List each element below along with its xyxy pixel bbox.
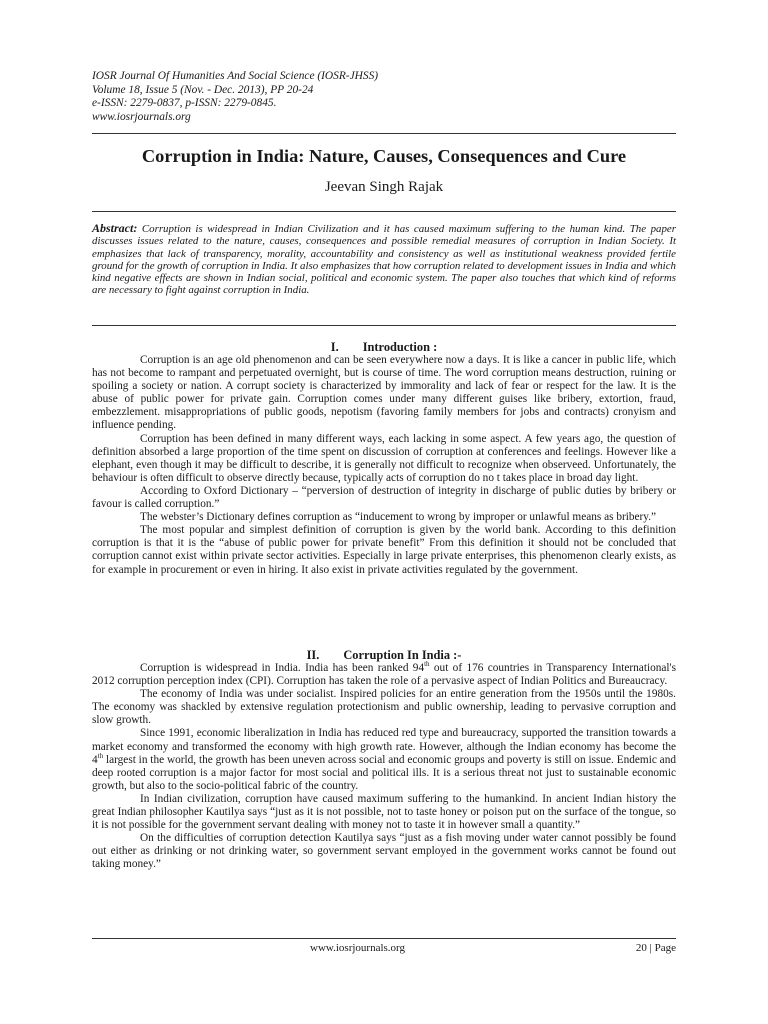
header-rule [92,133,676,134]
footer-rule [92,938,676,939]
paragraph: The webster’s Dictionary defines corruption as “inducement to wrong by improper or unlawful means as bribery.” [140,511,657,524]
introduction-body [92,354,676,577]
abstract-label: Abstract: [92,221,138,235]
paragraph: In Indian civilization, corruption have caused maximum suffering to the humankind. In ancient Indian history the great Indian philosopher Kautilya says “just as it is not possible, not to taste honey or poison put on the surface of the tongue, so it is not possible for the government servant dealing with money not to taste it in however small a quantity.” [92,792,676,832]
paragraph: Corruption has been defined in many different ways, each lacking in some aspect. A few years ago, the question of definition absorbed a large proportion of the time spent on discussion of corruption at conferences and feelings. However like a elephant, even though it may be difficult to describe, it is generally not difficult to recognize when observeed. Unfortunately, the behaviour is often difficult to observe directly because, typically acts of corruption do no t takes place in broad day light. [92,432,676,484]
paragraph: Since 1991, economic liberalization in India has reduced red type and bureaucracy, supported the transition towards a market economy and transformed the economy with high growth rate. However, although the Indian economy has become the 4th largest in the world, the growth has been uneven across social and economic groups and poverty is still on issue. Endemic and deep rooted corruption is a major factor for most social and political ills. It is a serious threat not just to sustainable economic growth, but also to the socio-political fabric of the country. [92,727,676,792]
journal-volume: Volume 18, Issue 5 (Nov. - Dec. 2013), PP 20-24 [92,83,314,96]
section-number: II. [306,648,320,662]
journal-url: www.iosrjournals.org [92,110,191,123]
abstract-top-rule [92,211,676,212]
section-number: I. [330,340,339,354]
journal-name: IOSR Journal Of Humanities And Social Science (IOSR-JHSS) [92,70,379,82]
journal-header [92,70,378,124]
paragraph: Corruption is widespread in India. India has been ranked 94th out of 176 countries in Transparency International's 2012 corruption perception index (CPI). Corruption has taken the role of a pervasive aspect of Indian Politics and Bureaucracy. [92,660,676,688]
paragraph: The economy of India was under socialist. Inspired policies for an entire generation from the 1950s until the 1980s. The economy was shackled by extensive regulation protectionism and public ownership, leading to pervasive corruption and slow growth. [92,688,676,727]
paragraph: Corruption is an age old phenomenon and can be seen everywhere now a days. It is like a cancer in public life, which has not become to rampant and perpetuated overnight, but is course of time. The word corruption means destruction, ruining or spoiling a society or nation. A corrupt society is characterized by immorality and lack of fear or respect for the law. It is the abuse of public power for private gain. Corruption comes under many different guises like bribery, extortion, fraud, embezzlement. misappropriations of public goods, nepotism (favoring family members for jobs and contracts) cronyism and influence pending. [92,354,676,432]
paragraph: According to Oxford Dictionary – “perversion of destruction of integrity in discharge of public duties by bribery or favour is called corruption.” [92,484,676,511]
page-number: 20 | Page [635,942,676,954]
paragraph: On the difficulties of corruption detection Kautilya says “just as a fish moving under water cannot possibly be found out either as drinking or not drinking water, so government servant employed in the government works cannot be found out taking money.” [92,832,676,871]
footer-url[interactable]: www.iosrjournals.org [310,942,406,954]
paper-title: Corruption in India: Nature, Causes, Consequences and Cure [141,146,627,166]
journal-issn: e-ISSN: 2279-0837, p-ISSN: 2279-0845. [92,97,277,110]
section-heading-corruption-in-india [92,648,676,663]
abstract-block [92,222,676,297]
corruption-in-india-body [92,662,676,872]
abstract-bottom-rule [92,325,676,326]
abstract-text: Corruption is widespread in Indian Civilization and it has caused maximum suffering to the human kind. The paper discusses issues related to the nature, causes, consequences and possible remedial measures of corruption in Indian Society. It emphasizes that lack of transparency, morality, accountability and consistency as well as institutional weakness provided fertile ground for the growth of corruption in India. It also emphasizes that how corruption related to development issues in India and which kind negative effects are shown in Indian social, political and economic system. The paper also touches that which kind of reforms are necessary to fight against corruption in India. [92,223,676,297]
section-title: Introduction : [362,340,438,354]
paper-author: Jeevan Singh Rajak [324,179,444,195]
section-title: Corruption In India :- [343,648,462,662]
paragraph: The most popular and simplest definition of corruption is given by the world bank. According to this definition corruption is that it is the “abuse of public power for private benefit” From this definition it should not be concluded that corruption cannot exist within private sector activities. Especially in large private enterprises, this phenomenon clearly exists, as for example in procurement or even in hiring. It also exist in private activities regulated by the government. [92,524,676,576]
section-heading-introduction [92,340,676,355]
